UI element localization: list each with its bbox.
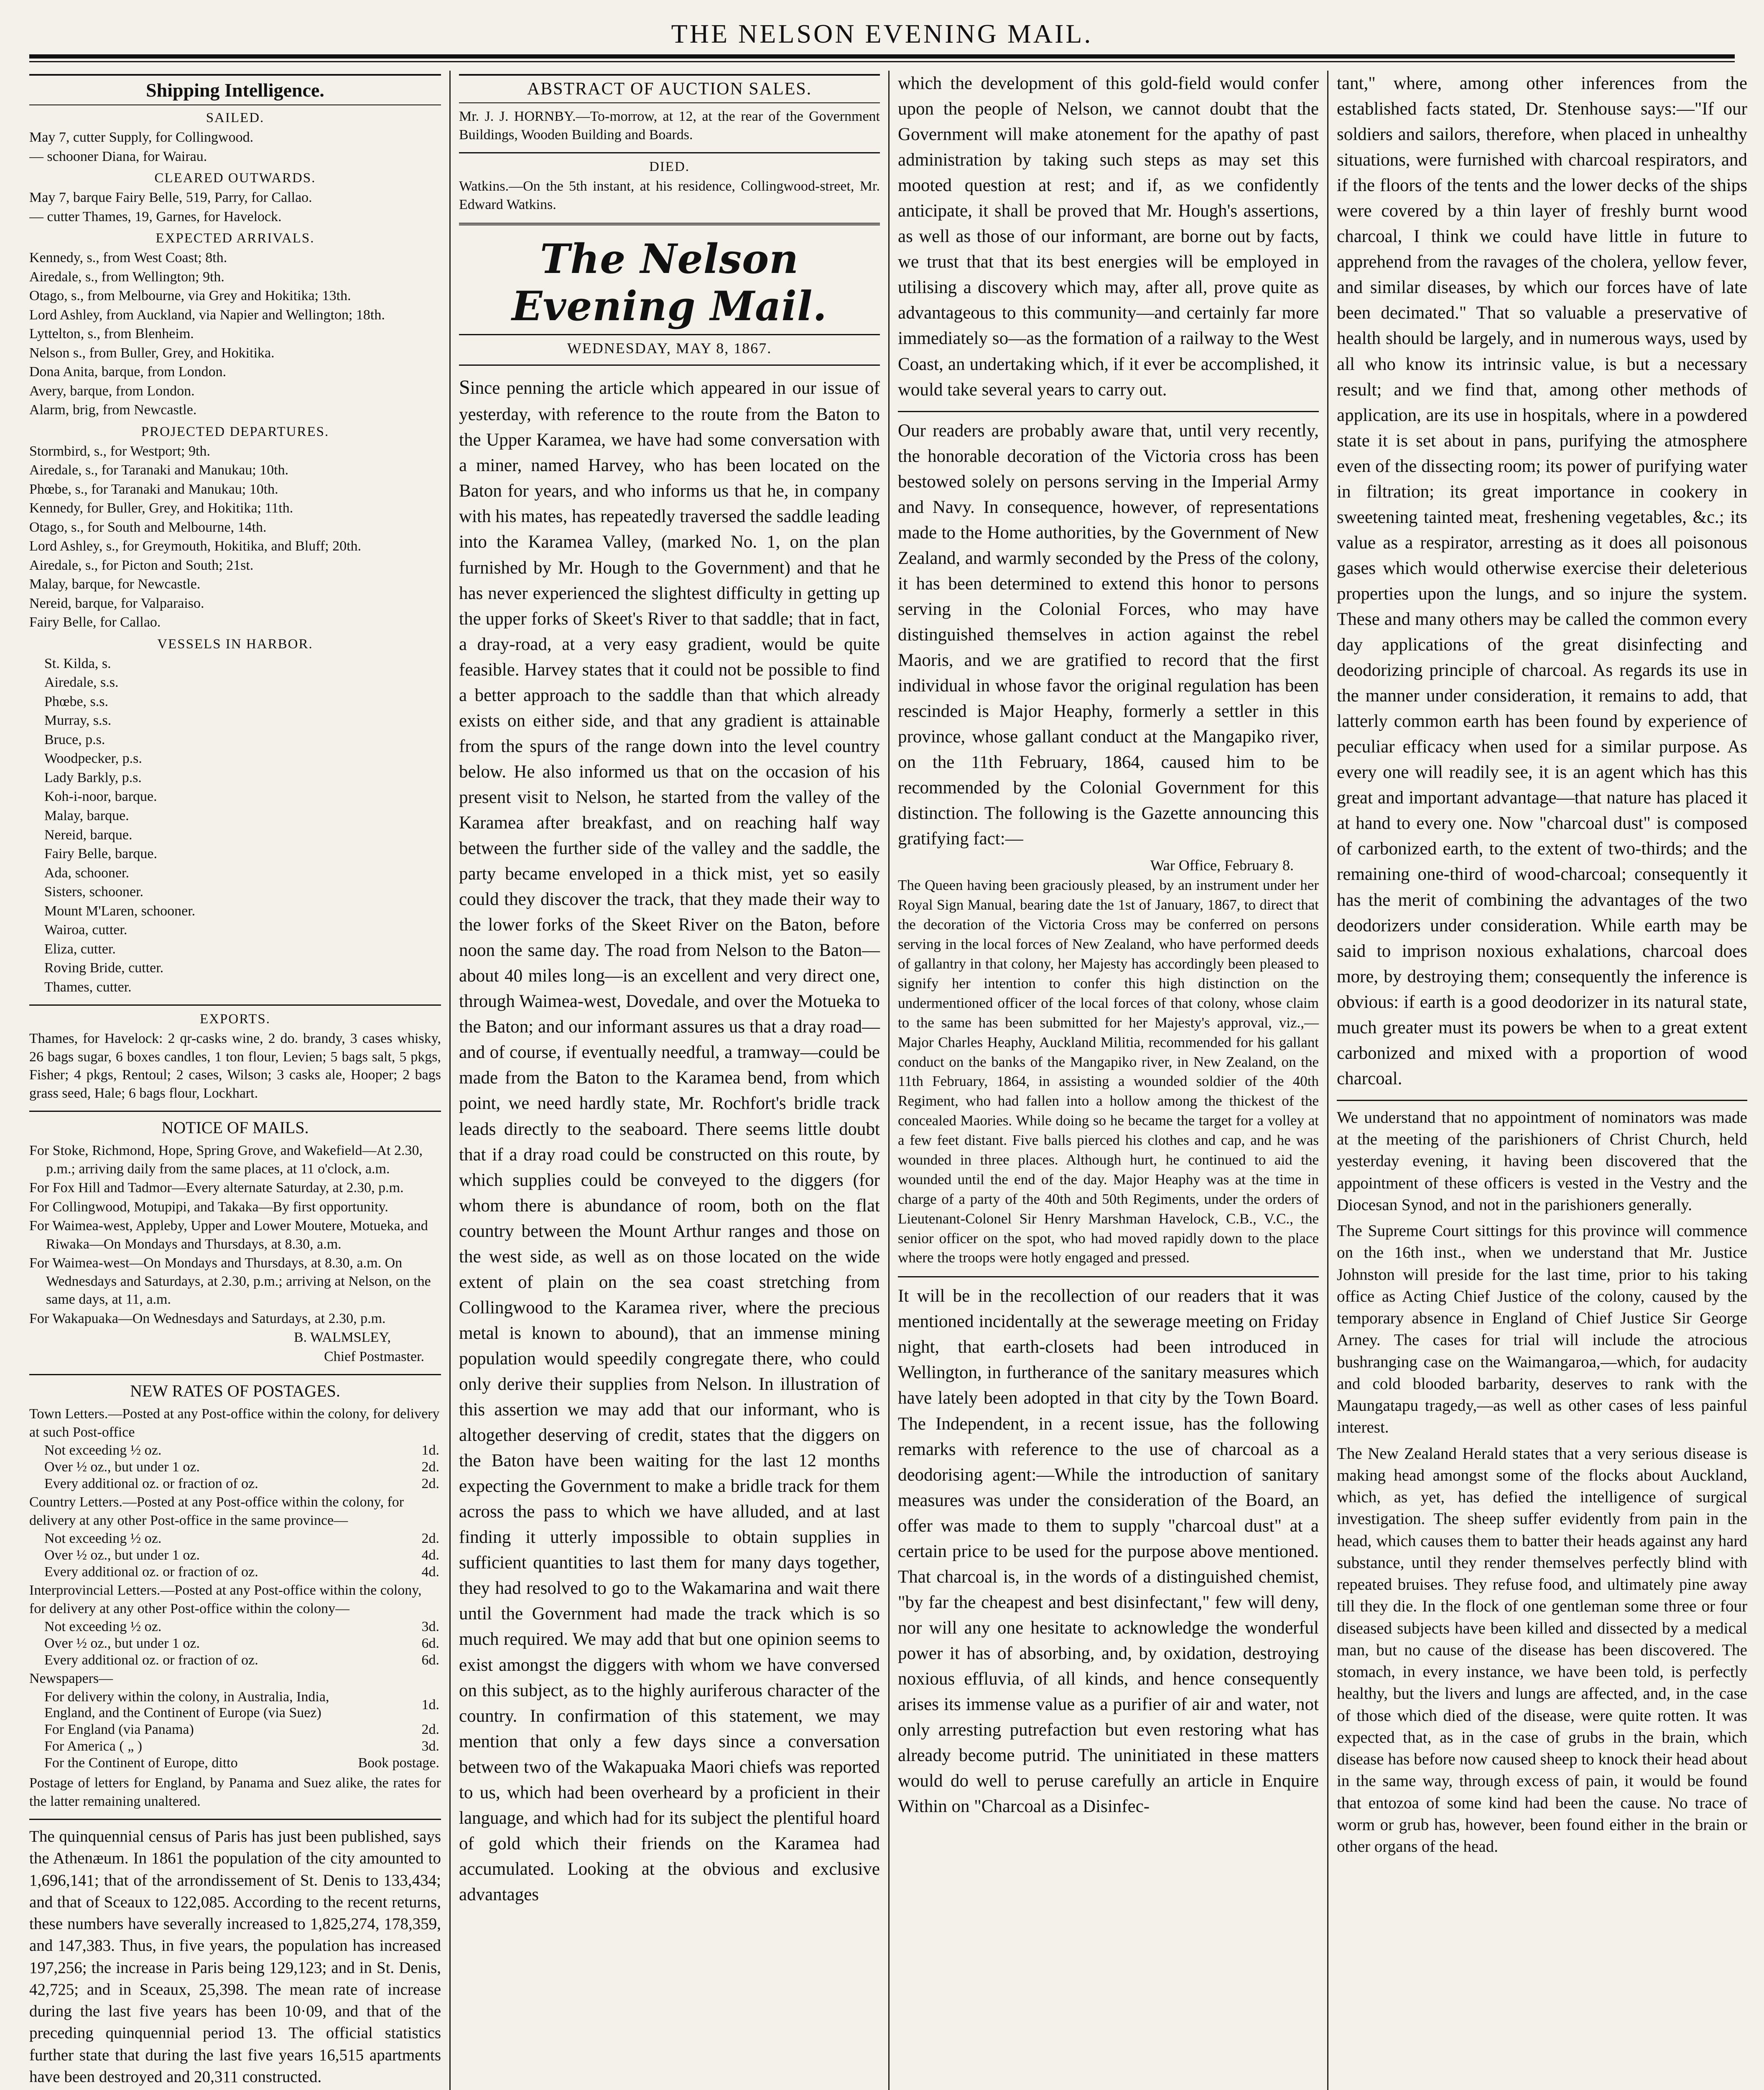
mail-item: For Fox Hill and Tadmor—Every alternate Saturday, at 2.30, p.m. [29, 1180, 404, 1196]
vessel-item: Thames, cutter. [44, 979, 132, 995]
vessel-item: Airedale, s.s. [44, 675, 119, 691]
paper-title: The Nelson Evening Mail. [512, 235, 827, 330]
vessel-item: Koh-i-noor, barque. [44, 789, 157, 805]
mail-item: For Waimea-west—On Mondays and Thursdays, at 8.30, a.m. On Wednesdays and Saturdays, at 2.30, p.m.; arriving at Nelson, on the same days, at 11, a.m. [29, 1255, 431, 1308]
interprovincial-intro: Interprovincial Letters.—Posted at any Post-office within the colony, for delivery at any other Post-office within the colony— [29, 1583, 422, 1616]
mails-list [29, 1142, 441, 1328]
vessel-item: Ada, schooner. [44, 865, 130, 881]
country-rates-table [29, 1530, 441, 1580]
mail-item: For Collingwood, Motupipi, and Takaka—By first opportunity. [29, 1199, 388, 1215]
vessel-item: Malay, barque. [44, 808, 129, 823]
rate-value: 1d. [421, 1443, 439, 1458]
town-rates-table [29, 1442, 441, 1492]
harbor-heading: VESSELS IN HARBOR. [157, 636, 313, 652]
rate-label: For England (via Panama) [44, 1722, 194, 1737]
masthead: THE NELSON EVENING MAIL. [671, 19, 1093, 48]
mails-heading: NOTICE OF MAILS. [161, 1118, 309, 1137]
list-item: Airedale, s., from Wellington; 9th. [29, 269, 224, 285]
rate-label: Not exceeding ½ oz. [44, 1619, 162, 1635]
vessel-item: Sisters, schooner. [44, 884, 144, 900]
list-item: Phœbe, s., for Taranaki and Manukau; 10th. [29, 481, 278, 497]
table-row [29, 1476, 441, 1492]
list-item: Otago, s., from Melbourne, via Grey and Hokitika; 13th. [29, 288, 351, 304]
table-row [29, 1618, 441, 1635]
rate-value: 3d. [421, 1619, 439, 1635]
sheep-disease-paragraph: The New Zealand Herald states that a very serious disease is making head amongst some of the flocks about Auckland, which, as yet, has defied the intelligence of surgical investigation. The sheep suffer evidently from pain in the head, which causes them to batter their heads against any hard substance, until they render themselves perfectly blind with repeated bruises. They refuse food, and ultimately pine away till they die. In the flock of one gentleman some three or four diseased subjects have been killed and dissected by a medical man, but no cause of the disease has been discovered. The stomach, in every instance, we have been told, is perfectly healthy, but the livers and lungs are affected, and, in the case of those which died of the disease, were quite rotten. It was expected that, as in the case of grubs in the brain, which disease has before now caused sheep to knock their head about in the same way, through excess of pain, it would be found that entozoa of some kind had been the cause. No trace of worm or grub has, however, been found either in the brain or other organs of the head. [1337, 1444, 1747, 1856]
column-4 [1327, 71, 1747, 2090]
leading-article: Since penning the article which appeared in our issue of yesterday, with reference to the route from the Baton to the Upper Karamea, we have had some conversation with a miner, named Harvey, who has been located on the Baton for years, and who informs us that he, in company with his mates, has repeatedly traversed the saddle leading into the Karamea Valley, (marked No. 1, on the plan furnished by Mr. Hough to the Government) and that he has never experienced the slightest difficulty in getting up the upper forks of Skeet's River to that saddle; that in fact, a dray-road, at a very easy gradient, would be quite feasible. Harvey states that it could not be possible to find a better approach to the saddle than that which already exists on either side, and that any gradient is attainable from the spurs of the range down into the level country below. He also informed us that on the occasion of his present visit to Nelson, he started from the valley of the Karamea after breakfast, and on reaching half way between the further side of the valley and the saddle, the party became enveloped in a thick mist, yet so easily could they discover the track, that they made their way to the lower forks of the Skeet River on the Baton, before noon the same day. The road from Nelson to the Baton—about 40 miles long—is an excellent and very direct one, through Waimea-west, Dovedale, and over the Motueka to the Baton; and our informant assures us that a dray road—and of course, if eventually needful, a tramway—could be made from the Baton to the Karamea bend, from which point, we need hardly state, Mr. Rochfort's bridle track leads directly to the seaboard. There seems little doubt that if a dray road could be constructed on this route, by which supplies could be conveyed to the diggers (for whom there is abundance of room, both on the flat country between the Mount Arthur ranges and those on the west side, as well as on those located on the wide extent of plain on the sea coast stretching from Collingwood to the Karamea river, where the precious metal is known to abound), that an immense mining population would speedily congregate there, who could only derive their supplies from Nelson. In illustration of this assertion we may add that our informant, who is altogether deserving of credit, states that the diggers on the Baton have been waiting for the last 12 months expecting the Government to make a bridle track for them across the pass to which we have alluded, and at last finding it utterly impossible to obtain supplies in sufficient quantities to last them for many days together, they had resolved to go to the Wakamarina and wait there until the Government had made the track which is so much required. We may add that but one opinion seems to exist amongst the diggers with whom we have conversed on this subject, as to the highly auriferous character of the country. In confirmation of this statement, we may mention that only a few days since a conversation between two of the Wakapuaka Maori chiefs was reported to us, which had been overheard by a proficient in their language, and which had for its subject the plentiful hoard of gold which their friends on the Karamea had accumulated. Looking at the obvious and exclusive advantages [459, 376, 880, 1904]
war-office-dateline: War Office, February 8. [1150, 857, 1294, 874]
mail-item: For Wakapuaka—On Wednesdays and Saturdays, at 2.30, p.m. [29, 1310, 386, 1326]
vessel-item: Woodpecker, p.s. [44, 751, 142, 767]
rate-value: 2d. [421, 1722, 439, 1737]
rate-label: For America ( „ ) [44, 1738, 143, 1754]
country-letters-intro: Country Letters.—Posted at any Post-office within the colony, for delivery at any other Post-office in the same province— [29, 1494, 404, 1528]
table-row [29, 1652, 441, 1669]
newspapers-intro: Newspapers— [29, 1671, 113, 1687]
divider [29, 1374, 441, 1375]
postage-note: Postage of letters for England, by Panama and Suez alike, the rates for the latter remaining unaltered. [29, 1775, 441, 1809]
list-item: Nereid, barque, for Valparaiso. [29, 595, 204, 611]
rate-label: Not exceeding ½ oz. [44, 1443, 162, 1458]
supreme-court-paragraph: The Supreme Court sittings for this province will commence on the 16th inst., when we understand that Mr. Justice Johnston will preside for the last time, prior to his taking office as Acting Chief Justice of the colony, caused by the temporary absence in England of Chief Justice Sir George Arney. The cases for trial will include the atrocious bushranging case on the Waimangaroa,—which, for audacity and cold blooded barbarity, deserves to rank with the Maungatapu tragedy,—as well as other cases of less painful interest. [1337, 1222, 1747, 1437]
departures-heading: PROJECTED DEPARTURES. [141, 424, 329, 439]
divider [29, 1004, 441, 1006]
rate-value: 2d. [421, 1459, 439, 1475]
list-item: Kennedy, s., from West Coast; 8th. [29, 250, 227, 266]
mail-item: For Stoke, Richmond, Hope, Spring Grove, and Wakefield—At 2.30, p.m.; arriving daily from the same places, at 11 o'clock, a.m. [29, 1143, 423, 1177]
rate-value: 6d. [421, 1652, 439, 1668]
arrivals-heading: EXPECTED ARRIVALS. [155, 231, 315, 246]
divider [459, 334, 880, 335]
christ-church-paragraph: We understand that no appointment of nominators was made at the meeting of the parishioners of Christ Church, held yesterday evening, it having been discovered that the appointment of these officers is vested in the Vestry and the Diocesan Synod, and not in the parishioners generally. [1337, 1108, 1747, 1214]
rate-label: Not exceeding ½ oz. [44, 1531, 162, 1547]
divider [898, 1276, 1319, 1277]
list-item: Airedale, s., for Picton and South; 21st. [29, 557, 254, 573]
divider [459, 152, 880, 153]
died-heading: DIED. [649, 159, 690, 175]
list-item: Airedale, s., for Taranaki and Manukau; 10th. [29, 462, 289, 478]
rate-value: 6d. [421, 1636, 439, 1652]
columns [29, 71, 1747, 2090]
gazette-quote: The Queen having been graciously pleased, by an instrument under her Royal Sign Manual, bearing date the 1st of January, 1867, to direct that the decoration of the Victoria Cross may be conferred on persons serving in the local forces of New Zealand, who have performed deeds of gallantry in that colony, her Majesty has accordingly been pleased to signify her intention to confer this high distinction on the undermentioned officer of the local forces of that colony, whose claim to the same has been submitted for her Majesty's approval, viz.,—Major Charles Heaphy, Auckland Militia, recommended for his gallant conduct on the banks of the Mangapiko river, in New Zealand, on the 11th February, 1864, in assisting a wounded soldier of the 40th Regiment, who had fallen into a hollow among the thickest of the concealed Maories. While doing so he became the target for a volley at a few feet distant. Five balls pierced his clothes and cap, and he was wounded in three places. Although hurt, he continued to aid the wounded until the end of the day. Major Heaphy was at the time in charge of a party of the 40th and 50th Regiments, under the orders of Lieutenant-Colonel Sir Henry Marshman Havelock, C.B., V.C., the senior officer on the spot, who had moved rapidly down to the place where the troops were hotly engaged and pressed. [898, 877, 1319, 1266]
died-text: Watkins.—On the 5th instant, at his residence, Collingwood-street, Mr. Edward Watkins. [459, 178, 880, 212]
list-item: May 7, cutter Supply, for Collingwood. [29, 130, 254, 145]
table-row [29, 1755, 441, 1771]
rate-label: For delivery within the colony, in Australia, India, England, and the Continent of Europe (via Suez) [44, 1689, 329, 1720]
vessel-item: St. Kilda, s. [44, 655, 111, 671]
list-item: Fairy Belle, for Callao. [29, 614, 161, 630]
rate-value: 1d. [421, 1697, 439, 1713]
auction-heading: ABSTRACT OF AUCTION SALES. [459, 74, 880, 103]
table-row [29, 1738, 441, 1755]
list-item: Lyttelton, s., from Blenheim. [29, 326, 194, 342]
arrivals-list [29, 249, 441, 419]
rate-label: Every additional oz. or fraction of oz. [44, 1476, 258, 1492]
list-item: Alarm, brig, from Newcastle. [29, 402, 197, 418]
list-item: Nelson s., from Buller, Grey, and Hokitika. [29, 345, 275, 361]
list-item: — schooner Diana, for Wairau. [29, 148, 207, 164]
masthead-rule-thin [29, 61, 1735, 62]
postmaster-name: B. WALMSLEY, [293, 1330, 391, 1346]
table-row [29, 1459, 441, 1476]
town-letters-intro: Town Letters.—Posted at any Post-office within the colony, for delivery at such Post-office [29, 1406, 440, 1440]
harbor-list [29, 655, 441, 996]
vessel-item: Fairy Belle, barque. [44, 846, 158, 862]
divider [898, 411, 1319, 412]
cleared-heading: CLEARED OUTWARDS. [154, 171, 316, 186]
rate-value: 2d. [421, 1531, 439, 1547]
column-3 [888, 71, 1327, 2090]
charcoal-article: It will be in the recollection of our readers that it was mentioned incidentally at the sewerage meeting on Friday night, that earth-closets had been introduced in Wellington, in furtherance of the sanitary measures which have lately been adopted in that city by the Town Board. The Independent, in a recent issue, has the following remarks with reference to the use of charcoal as a deodorising agent:—While the introduction of sanitary measures was under the consideration of the Board, an offer was made to them to supply "charcoal dust" at a certain price to be used for the purpose above mentioned. That charcoal is, in the words of a distinguished chemist, "by far the cheapest and best disinfectant," few will deny, nor will any one hesitate to acknowledge the wonderful power it has of absorbing, and, by oxidation, destroying noxious effluvia, of all kinds, and hence consequently arises its immense value as a purifier of air and water, not only arresting putrefaction but even restoring what has already become putrid. The uninitiated in these matters would do well to peruse carefully an article in Enquire Within on "Charcoal as a Disinfec- [898, 1286, 1319, 1817]
list-item: Dona Anita, barque, from London. [29, 364, 227, 380]
table-row [29, 1564, 441, 1580]
column-2 [449, 71, 888, 2090]
vessel-item: Wairoa, cutter. [44, 922, 127, 938]
exports-text: Thames, for Havelock: 2 qr-casks wine, 2 do. brandy, 3 cases whisky, 26 bags sugar, 6 boxes candles, 1 ton flour, Levien; 5 bags salt, 5 pkgs, Fisher; 4 pkgs, Rentoul; 2 cases, Wilson; 3 casks ale, Hooper; 2 bags grass seed, Hale; 6 bags flour, Lockhart. [29, 1031, 441, 1101]
list-item: Stormbird, s., for Westport; 9th. [29, 443, 210, 459]
table-row [29, 1442, 441, 1459]
auction-text: Mr. J. J. HORNBY.—To-morrow, at 12, at the rear of the Government Buildings, Wooden Building and Boards. [459, 109, 880, 143]
vessel-item: Roving Bride, cutter. [44, 960, 164, 976]
rate-label: Over ½ oz., but under 1 oz. [44, 1636, 200, 1652]
vessel-item: Murray, s.s. [44, 713, 112, 729]
victoria-cross-article: Our readers are probably aware that, until very recently, the honorable decoration of the Victoria cross has been bestowed solely on persons serving in the Imperial Army and Navy. In consequence, however, of representations made to the Home authorities, by the Government of New Zealand, and warmly seconded by the Press of the colony, it has been determined to extend this honor to persons serving in the Colonial Forces, who may have distinguished themselves in action against the rebel Maoris, and we are gratified to record that the first individual in whose favor the original regulation has been rescinded is Major Heaphy, formerly a settler in this province, whose gallant conduct at the Mangapiko river, on the 11th February, 1864, caused him to be recommended by the Colonial Government for this distinction. The following is the Gazette announcing this gratifying fact:— [898, 421, 1319, 849]
vessel-item: Phœbe, s.s. [44, 693, 109, 709]
list-item: Otago, s., for South and Melbourne, 14th. [29, 519, 267, 535]
vessel-item: Mount M'Laren, schooner. [44, 903, 196, 919]
rate-value: 2d. [421, 1476, 439, 1492]
rate-value: 4d. [421, 1564, 439, 1580]
divider [29, 1111, 441, 1112]
list-item: May 7, barque Fairy Belle, 519, Parry, for Callao. [29, 190, 312, 206]
table-row [29, 1547, 441, 1564]
rate-value: 3d. [421, 1738, 439, 1754]
rate-label: Over ½ oz., but under 1 oz. [44, 1547, 200, 1563]
departures-list [29, 442, 441, 632]
vessel-item: Nereid, barque. [44, 827, 133, 843]
column-1 [29, 71, 449, 2090]
list-item: Kennedy, for Buller, Grey, and Hokitika; 11th. [29, 500, 293, 516]
vessel-item: Eliza, cutter. [44, 941, 116, 957]
article-continuation: which the development of this gold-field would confer upon the people of Nelson, we cannot doubt that the Government will make atonement for the apathy of past administration by taking such steps as may set this mooted question at rest; and if, as we confidently anticipate, it shall be proved that Mr. Hough's assertions, as well as those of our informant, are borne out by facts, we trust that that its best energies will be employed in utilising a discovery which may, after all, prove quite as advantageous to this community—and certainly far more immediately so—as the formation of a railway to the West Coast, an undertaking which, if it ever be accomplished, it would take several years to carry out. [898, 74, 1319, 400]
interprovincial-rates-table [29, 1618, 441, 1669]
divider [1337, 1100, 1747, 1101]
rate-label: Every additional oz. or fraction of oz. [44, 1652, 258, 1668]
issue-date: WEDNESDAY, MAY 8, 1867. [567, 340, 772, 357]
rate-value: 4d. [421, 1547, 439, 1563]
postage-heading: NEW RATES OF POSTAGES. [130, 1381, 340, 1401]
table-row [29, 1721, 441, 1738]
newspaper-rates-table [29, 1689, 441, 1771]
rate-label: For the Continent of Europe, ditto [44, 1755, 238, 1771]
rate-label: Every additional oz. or fraction of oz. [44, 1564, 258, 1580]
list-item: — cutter Thames, 19, Garnes, for Havelock. [29, 209, 282, 224]
rate-label: Over ½ oz., but under 1 oz. [44, 1459, 200, 1475]
list-item: Lord Ashley, s., for Greymouth, Hokitika, and Bluff; 20th. [29, 538, 362, 554]
vessel-item: Lady Barkly, p.s. [44, 770, 142, 785]
table-row [29, 1635, 441, 1652]
charcoal-continuation: tant," where, among other inferences from the established facts stated, Dr. Stenhouse says:—"If our soldiers and sailors, therefore, when placed in unhealthy situations, were furnished with charcoal respirators, and if the floors of the tents and the lower decks of the ships were covered by a thin layer of freshly burnt wood charcoal, I think we could have little in future to apprehend from the ravages of the cholera, yellow fever, and similar diseases, by which our forces have of late been decimated." That so valuable a preservative of health should be largely, and in numerous ways, used by all who know its intrinsic value, is but a necessary result; and we find that, among other methods of application, are its use in hospitals, where in a powdered state it is set about in pans, purifying the atmosphere even of the dissecting room; its power of purifying water in filtration; its great importance in cookery in sweetening tainted meat, freshening vegetables, &c.; its value as a respirator, arresting as it does all poisonous gases which would otherwise exercise their deleterious properties upon the lungs, and so injure the system. These and many others may be called the common every day applications of the great disinfecting and deodorizing principle of charcoal. As regards its use in the manner under consideration, it remains to add, that latterly common earth has been found by experience of peculiar efficacy when used for a similar purpose. As every one will readily see, it is an agent which has this great and important advantage—that nature has placed it at hand to every one. Now "charcoal dust" is composed of carbonized earth, to the extent of two-thirds; and the remaining one-third of wood-charcoal; consequently it has the merit of combining the advantages of the two deodorizers under consideration. While earth may be said to imprison noxious exhalations, charcoal does more, by destroying them; consequently the inference is obvious: if earth is a good deodorizer in its natural state, much greater must its powers be when to a great extent carbonized and mixed with a proportion of wood charcoal. [1337, 74, 1747, 1088]
table-row [29, 1530, 441, 1547]
vessel-item: Bruce, p.s. [44, 732, 105, 747]
sailed-list [29, 128, 441, 166]
cleared-list [29, 189, 441, 226]
mail-item: For Waimea-west, Appleby, Upper and Lower Moutere, Motueka, and Riwaka—On Mondays and Thursdays, at 8.30, a.m. [29, 1218, 428, 1252]
list-item: Avery, barque, from London. [29, 383, 195, 399]
divider [459, 223, 880, 225]
divider [29, 1819, 441, 1820]
paris-census-article: The quinquennial census of Paris has just been published, says the Athenæum. In 1861 the population of the city amounted to 1,696,141; that of the arrondissement of St. Denis to 133,434; and that of Sceaux to 122,085. According to the recent returns, these numbers have severally increased to 1,825,274, 178,359, and 147,383. Thus, in five years, the population has increased 197,256; the increase in Paris being 129,123; and in St. Denis, 42,725; and in Sceaux, 25,398. The mean rate of increase during the last five years has been 10·09, and that of the preceding quinquennial period 13. The official statistics further state that during the last five years 16,515 apartments have been destroyed and 20,311 constructed. [29, 1827, 441, 2086]
rate-value: Book postage. [358, 1755, 439, 1771]
sailed-heading: SAILED. [206, 110, 265, 125]
list-item: Malay, barque, for Newcastle. [29, 576, 201, 592]
table-row [29, 1689, 441, 1721]
masthead-rule [29, 54, 1735, 59]
shipping-heading: Shipping Intelligence. [29, 74, 441, 105]
exports-heading: EXPORTS. [200, 1012, 270, 1027]
postmaster-title: Chief Postmaster. [324, 1348, 424, 1364]
divider [459, 364, 880, 366]
list-item: Lord Ashley, from Auckland, via Napier and Wellington; 18th. [29, 307, 385, 323]
